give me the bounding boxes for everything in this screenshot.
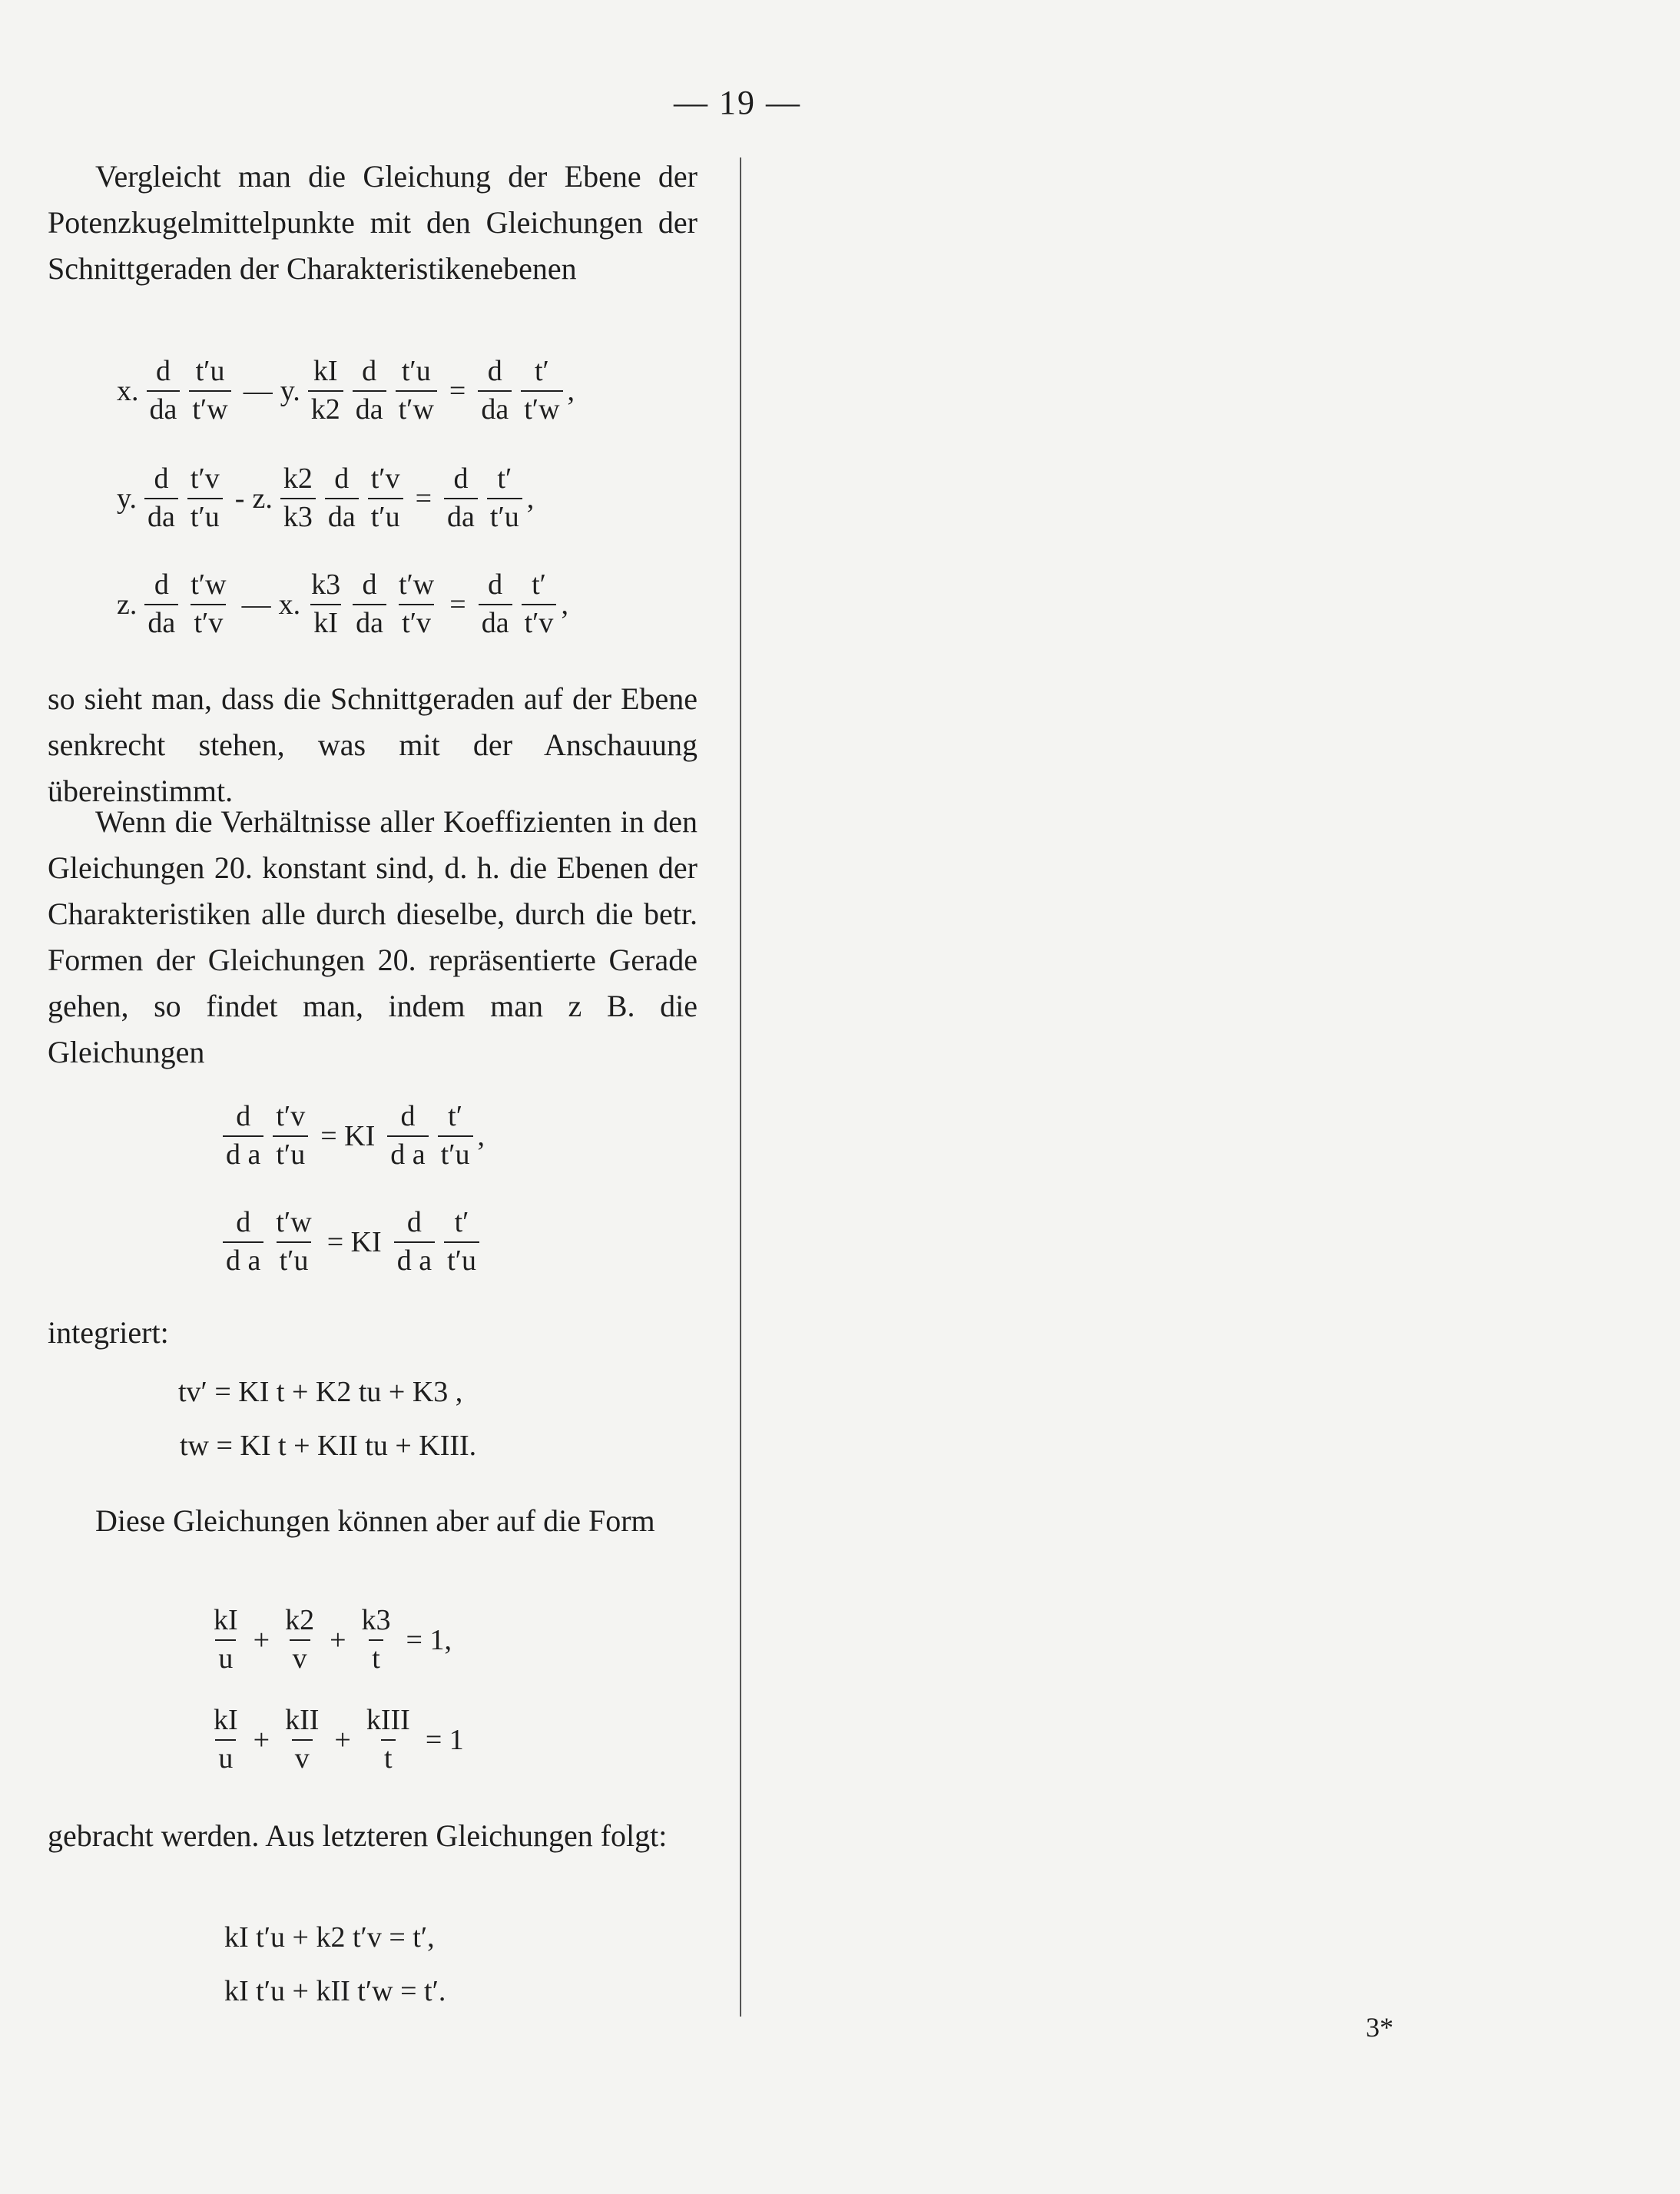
equals: =	[449, 374, 466, 407]
fraction: k2 k3	[280, 462, 316, 534]
fraction: t′ t′w	[521, 355, 562, 426]
eq1-var: x.	[117, 374, 139, 407]
fraction: $\frac{t'v}{t'u}$	[368, 462, 403, 534]
plus: +	[253, 1723, 270, 1756]
paragraph-2: so sieht man, dass die Schnittgeraden auf der Ebene senkrecht stehen, was mit der Anschauung übereinstimmt.	[48, 681, 698, 808]
fraction: t′ t′u	[487, 462, 522, 534]
eq2-var: y.	[117, 482, 138, 515]
signature-mark: 3*	[1366, 2012, 1393, 2043]
fraction: d d a	[223, 1100, 263, 1172]
fraction: t′u t′w	[189, 355, 230, 426]
fraction: d d a	[394, 1206, 435, 1278]
equation-2	[117, 462, 534, 534]
fraction: k3 kI	[311, 568, 341, 639]
equals: =	[415, 482, 432, 515]
eq2-var2: z.	[252, 482, 273, 515]
punctuation: ,	[526, 482, 535, 515]
eq3-var: z.	[117, 588, 138, 621]
punctuation: ,	[567, 374, 575, 407]
fraction: t′ t′u	[444, 1206, 479, 1278]
fraction: $\frac{t'u}{t'w}$	[396, 355, 437, 426]
paragraph-1: Vergleicht man die Gleichung der Ebene der Potenzkugelmittelpunkte mit den Gleichungen der Schnittgeraden der Charakteristikenebenen	[48, 159, 698, 286]
fraction: t′v t′u	[187, 462, 223, 534]
fraction: $\frac{k2}{v}$	[285, 1604, 315, 1675]
fraction: d da	[325, 462, 359, 534]
operator: —	[241, 588, 271, 621]
fraction: $\frac{t'w}{t'v}$	[398, 568, 435, 639]
punctuation: ,	[561, 588, 568, 621]
equation-1	[117, 355, 575, 426]
fraction: t′w t′v	[191, 568, 227, 639]
plus: +	[334, 1723, 351, 1756]
operator: —	[243, 374, 273, 407]
fraction: $\frac{t'v}{t'u}$	[273, 1100, 308, 1172]
fraction: t′ t′u	[438, 1100, 473, 1172]
eq3-var2: x.	[278, 588, 301, 621]
plus: +	[330, 1623, 346, 1656]
paragraph-5: gebracht werden. Aus letzteren Gleichungen folgt:	[48, 1818, 668, 1853]
equals: =	[449, 588, 466, 621]
fraction: d d a	[223, 1206, 263, 1278]
equation-7: tw = KI t + KII tu + KIII.	[180, 1430, 477, 1462]
equation-9	[206, 1704, 472, 1775]
fraction: d da	[353, 568, 386, 640]
punctuation: ,	[477, 1119, 485, 1152]
eq1-var2: y.	[280, 374, 300, 407]
rhs: = 1,	[406, 1623, 452, 1656]
plus: +	[253, 1623, 270, 1656]
fraction: t′ t′v	[522, 568, 557, 640]
fraction: kI k2	[308, 355, 343, 426]
integriert-label: integriert:	[48, 1315, 169, 1350]
fraction: $\frac{d}{da}$	[444, 462, 478, 534]
fraction: kI u	[214, 1704, 238, 1775]
fraction: d d a	[387, 1100, 428, 1172]
equation-5	[218, 1206, 484, 1278]
fraction: $\frac{d}{da}$	[479, 568, 512, 640]
operator: -	[234, 482, 245, 515]
equation-3	[117, 568, 568, 640]
fraction: $\frac{d}{da}$	[478, 355, 512, 426]
rhs: = 1	[425, 1723, 464, 1756]
equation-11: kI t′u + kII t′w = t′.	[224, 1975, 446, 2007]
fraction: kI u	[214, 1604, 238, 1675]
paragraph-3: Wenn die Verhältnisse aller Koeffizienten in den Gleichungen 20. konstant sind, d. h. die Ebenen der Charakteristiken alle durch dieselbe, durch die betr. Formen der Gleichungen 20. repräsentierte Gerade gehen, so findet man, indem man z B. die Gleichungen	[48, 804, 698, 1069]
fraction: d da	[147, 355, 181, 426]
fraction: d da	[144, 568, 178, 640]
equation-8	[206, 1604, 459, 1675]
fraction: d da	[144, 462, 178, 534]
page-number: — 19 —	[674, 84, 801, 121]
fraction: kIII t	[366, 1704, 410, 1775]
column-divider	[740, 157, 741, 2017]
equation-4	[218, 1100, 485, 1172]
fraction: kII v	[285, 1704, 320, 1775]
fraction: $\frac{t'w}{t'u}$	[276, 1206, 312, 1277]
fraction: $\frac{k3}{t}$	[361, 1604, 391, 1675]
paragraph-4: Diese Gleichungen können aber auf die Form	[95, 1503, 655, 1538]
equals-constant: = KI	[326, 1225, 382, 1258]
equation-10: kI t′u + k2 t′v = t′,	[224, 1921, 435, 1954]
equation-6: tv′ = KI t + K2 tu + K3 ,	[178, 1376, 463, 1408]
equals-constant: = KI	[320, 1119, 376, 1152]
fraction: d da	[353, 355, 386, 426]
